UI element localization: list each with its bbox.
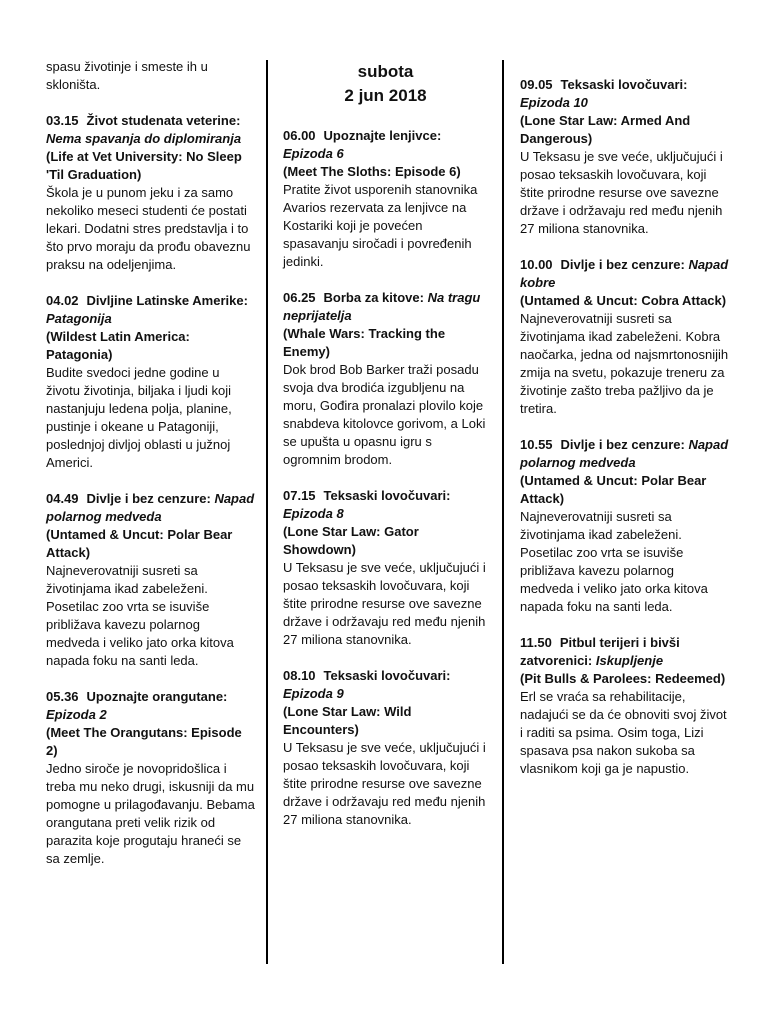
original-title: (Lone Star Law: Gator Showdown) [283, 524, 419, 557]
episode-title: Epizoda 8 [283, 506, 344, 521]
program-title: Upoznajte orangutane: [86, 689, 228, 704]
program-time: 05.36 [46, 689, 79, 704]
program-entry [283, 289, 488, 469]
program-entry [46, 688, 256, 868]
program-title: Život studenata veterine: [86, 113, 241, 128]
program-description: Erl se vraća sa rehabilitacije, nadajući se da će obnoviti svoj život i raditi sa psima. Osim toga, Lizi spasava psa nakon sukoba sa vlasnikom koji ga je napustio. [520, 689, 727, 776]
column-divider [502, 60, 504, 964]
continued-description: spasu životinje i smeste ih u skloništa. [46, 59, 208, 92]
program-description: Najneverovatniji susreti sa životinjama ikad zabeleženi. Kobra naočarka, jedna od najsmrtonosnijih zmija na svetu, pokazuje treneru za životinje zašto treba pažljivo da je tretira. [520, 311, 729, 416]
original-title: (Meet The Sloths: Episode 6) [283, 164, 461, 179]
program-description: Jedno siroče je novopridošlica i treba mu neko drugi, iskusniji da mu pomogne u prilagođavanju. Bebama orangutana preti velik rizik od parazita koje progutaju hraneći se sa zemlje. [46, 761, 255, 866]
episode-title: Napad polarnog medveda [46, 491, 255, 524]
program-description: Pratite život usporenih stanovnika Avarios rezervata za lenjivce na Kostariki koji je povećen spasavanju siročadi i povređenih jedinki. [283, 182, 478, 269]
episode-title: Napad polarnog medveda [520, 437, 729, 470]
episode-title: Napad kobre [520, 257, 729, 290]
episode-title: Iskupljenje [595, 653, 664, 668]
original-title: (Pit Bulls & Parolees: Redeemed) [520, 671, 726, 686]
program-heading [46, 490, 256, 526]
program-time: 10.00 [520, 257, 553, 272]
program-description: U Teksasu je sve veće, uključujući i posao teksaskih lovočuvara, koji štite prirodne resurse ove savezne države i održavaju red među njenih 27 miliona stanovnika. [520, 149, 723, 236]
program-title: Divlje i bez cenzure: [86, 491, 211, 506]
episode-title: Epizoda 6 [283, 146, 344, 161]
program-title: Divljine Latinske Amerike: [86, 293, 248, 308]
schedule-column-1 [46, 58, 256, 886]
program-title: Divlje i bez cenzure: [560, 437, 685, 452]
original-title: (Whale Wars: Tracking the Enemy) [283, 326, 446, 359]
program-heading [520, 634, 730, 670]
episode-title: Epizoda 9 [283, 686, 344, 701]
program-heading [46, 688, 256, 724]
day-date: 2 jun 2018 [344, 86, 427, 105]
program-description: Najneverovatniji susreti sa životinjama ikad zabeleženi. Posetilac zoo vrta se isuviše približava kavezu polarnog medveda i veliko jato orka kitova napada foku na santi leda. [520, 509, 708, 614]
program-heading [520, 256, 730, 292]
original-title: (Lone Star Law: Armed And Dangerous) [520, 113, 691, 146]
original-title: (Lone Star Law: Wild Encounters) [283, 704, 412, 737]
program-time: 06.25 [283, 290, 316, 305]
program-time: 03.15 [46, 113, 79, 128]
episode-title: Epizoda 2 [46, 707, 107, 722]
program-time: 10.55 [520, 437, 553, 452]
program-heading [283, 487, 488, 523]
program-time: 04.49 [46, 491, 79, 506]
program-entry [520, 634, 730, 778]
program-title: Teksaski lovočuvari: [560, 77, 688, 92]
program-title: Upoznajte lenjivce: [323, 128, 442, 143]
program-entry [283, 127, 488, 271]
program-entry [520, 436, 730, 616]
program-description: U Teksasu je sve veće, uključujući i posao teksaskih lovočuvara, koji štite prirodne resurse ove savezne države i održavaju red među njenih 27 miliona stanovnika. [283, 560, 486, 647]
program-entry [46, 112, 256, 274]
program-entry [283, 487, 488, 649]
day-name: subota [357, 62, 414, 81]
schedule-column-2 [283, 60, 488, 847]
program-heading [283, 667, 488, 703]
original-title: (Untamed & Uncut: Cobra Attack) [520, 293, 727, 308]
original-title: (Wildest Latin America: Patagonia) [46, 329, 190, 362]
program-description: Budite svedoci jedne godine u životu životinja, biljaka i ljudi koji nastanjuju ledena polja, planine, pustinje i okeane u Patagoniji, poslednjoj divljoj oblasti u južnoj Americi. [46, 365, 232, 470]
program-heading [520, 436, 730, 472]
program-heading [46, 112, 256, 148]
program-entry [520, 256, 730, 418]
episode-title: Na tragu neprijatelja [283, 290, 481, 323]
column-divider [266, 60, 268, 964]
original-title: (Untamed & Uncut: Polar Bear Attack) [520, 473, 707, 506]
program-time: 09.05 [520, 77, 553, 92]
schedule-column-3 [520, 76, 730, 796]
program-time: 11.50 [520, 635, 552, 650]
program-entry [46, 490, 256, 670]
program-entry [46, 292, 256, 472]
program-title: Teksaski lovočuvari: [323, 488, 451, 503]
program-time: 07.15 [283, 488, 316, 503]
day-header [283, 60, 488, 108]
program-description: Najneverovatniji susreti sa životinjama ikad zabeleženi. Posetilac zoo vrta se isuviše približava kavezu polarnog medveda i veliko jato orka kitova napada foku na santi leda. [46, 563, 234, 668]
program-entry [283, 667, 488, 829]
program-heading [283, 289, 488, 325]
program-title: Pitbul terijeri i bivši zatvorenici: [520, 635, 680, 668]
episode-title: Patagonija [46, 311, 112, 326]
program-time: 08.10 [283, 668, 316, 683]
program-heading [520, 76, 730, 112]
program-description: Škola je u punom jeku i za samo nekoliko meseci studenti će postati lekari. Dodatni stres predstavlja i to što prvo moraju da prođu obaveznu praksu na odeljenjima. [46, 185, 251, 272]
program-heading [46, 292, 256, 328]
episode-title: Nema spavanja do diplomiranja [46, 131, 242, 146]
program-time: 04.02 [46, 293, 79, 308]
original-title: (Life at Vet University: No Sleep 'Til Graduation) [46, 149, 242, 182]
program-title: Teksaski lovočuvari: [323, 668, 451, 683]
program-description: Dok brod Bob Barker traži posadu svoja dva brodića izgubljenu na moru, Gođira pronalazi plovilo koje snabdeva kitolovce gorivom, a Loki se upušta u opasnu igru s ogromnim brodom. [283, 362, 486, 467]
program-heading [283, 127, 488, 163]
episode-title: Epizoda 10 [520, 95, 588, 110]
program-description: U Teksasu je sve veće, uključujući i posao teksaskih lovočuvara, koji štite prirodne resurse ove savezne države i održavaju red među njenih 27 miliona stanovnika. [283, 740, 486, 827]
program-title: Borba za kitove: [323, 290, 424, 305]
program-entry [520, 76, 730, 238]
original-title: (Untamed & Uncut: Polar Bear Attack) [46, 527, 233, 560]
original-title: (Meet The Orangutans: Episode 2) [46, 725, 242, 758]
program-title: Divlje i bez cenzure: [560, 257, 685, 272]
program-time: 06.00 [283, 128, 316, 143]
